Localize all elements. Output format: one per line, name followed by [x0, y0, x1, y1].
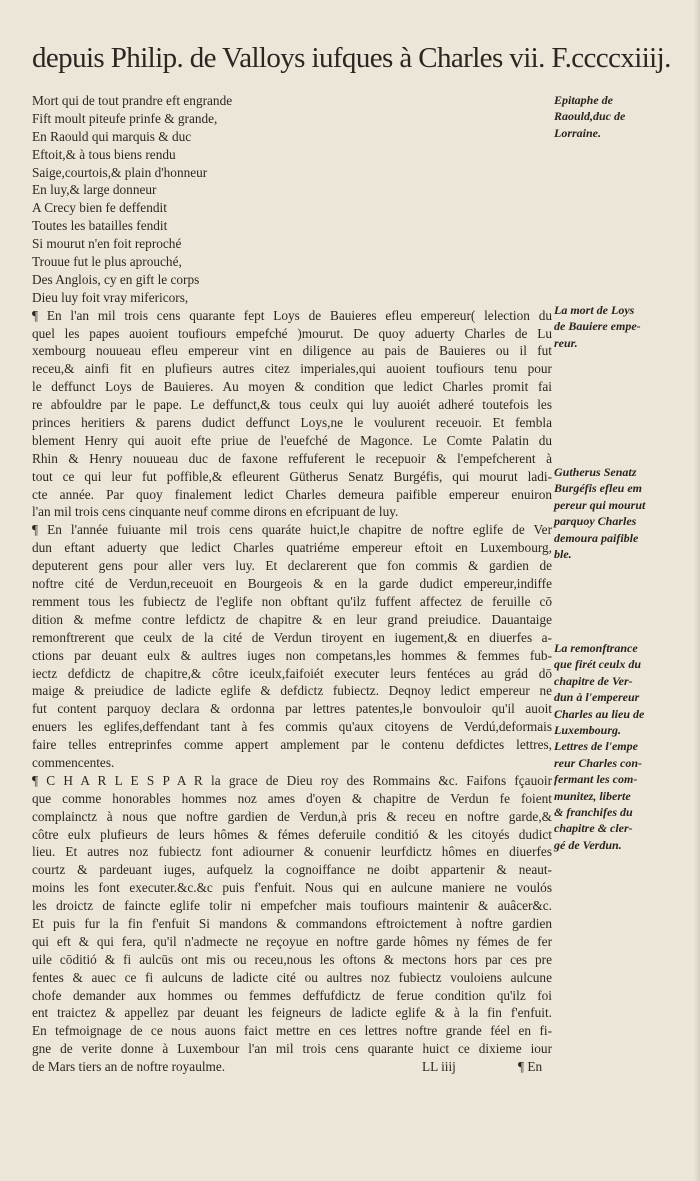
- text-line: gne de verite donne à Luxembour l'an mil trois cens quarante huict ce dixieme iour: [32, 1041, 552, 1057]
- text-line: les droictz de faincte eglife tolir ni empefcher mais toufiours maintenir & auâcer&c.: [32, 898, 552, 914]
- final-line: [32, 1058, 552, 1076]
- catchword: ¶ En: [518, 1059, 543, 1075]
- text-line: Toutes les batailles fendit: [32, 218, 168, 234]
- margin-note-line: demoura paifible: [554, 530, 639, 545]
- text-line: faire telles entreprinfes comme appert amplement par le contenu defdictes lettres,: [32, 737, 552, 753]
- text-line: ¶ En l'an mil trois cens quarante fept Loys de Bauieres efleu empereur( lelection du: [32, 307, 552, 323]
- margin-note-line: Raould,duc de: [554, 109, 626, 124]
- margin-note-line: chapitre & cler-: [554, 821, 633, 836]
- margin-note-line: La remonftrance: [554, 641, 638, 655]
- text-line: que comme honorables hommes noz ames d'oyen & chapitre de Verdun fe foient: [32, 790, 552, 806]
- margin-note-line: La mort de Loys: [554, 303, 635, 317]
- text-line: courtz & pardeuant iuges, aufquelz la cognoiffance ne doibt appartenir & neaut-: [32, 862, 552, 878]
- text-line: quel les papes auoient toufiours empefché )mourut. De quoy aduerty Charles de Lu: [32, 325, 552, 341]
- text-line: noftre cité de Verdun,receuoit en Bourgeois & en la garde dudict empereur,indiffe: [32, 576, 552, 592]
- text-line: A Crecy bien fe deffendit: [32, 200, 167, 216]
- text-line: maige & preiudice de ladicte eglife & defdictz fubiectz. Deqnoy ledict empereur ne: [32, 683, 552, 699]
- margin-note-line: Epitaphe de: [554, 93, 613, 107]
- text-line: l'an mil trois cens cinquante neuf comme dirons en efcripuant de luy.: [32, 504, 399, 520]
- margin-note-line: Burgéfis efleu em: [554, 481, 642, 496]
- text-line: Eftoit,& à tous biens rendu: [32, 146, 176, 162]
- margin-note-line: Lettres de l'empe: [554, 739, 638, 754]
- text-line: En luy,& large donneur: [32, 182, 157, 198]
- text-line: princes heritiers & parens dudict deffunct Loys,ne le voulurent receuoir. Et fembla: [32, 415, 552, 431]
- text-line: dition & mefme contre lefdictz de chapitre & en leur grand preiudice. Dauantaige: [32, 611, 552, 627]
- text-line: En Raould qui marquis & duc: [32, 128, 192, 144]
- margin-note-line: reur.: [554, 335, 578, 350]
- text-line: Si mourut n'en foit reproché: [32, 236, 182, 252]
- margin-note-line: parquoy Charles: [554, 514, 637, 529]
- text-line: fut content parquoy declara & ordonna par lettres patentes,le bonvouloir qu'il auoit: [32, 701, 552, 717]
- text-line: ent traictez & appellez par deuant les feigneurs de ladicte eglife & à la fin f'enfuit.: [32, 1005, 552, 1021]
- margin-note-gutherus: [554, 464, 692, 562]
- text-line: complainctz à nous que noftre gardien de Verdun,à pris & receu en noftre garde,&: [32, 808, 552, 824]
- margin-note-line: de Bauiere empe-: [554, 319, 641, 334]
- closing-text: de Mars tiers an de noftre royaulme.: [32, 1059, 226, 1075]
- signature-mark: LL iiij: [422, 1059, 456, 1075]
- margin-note-epitaph: [554, 92, 692, 141]
- text-line: côtre eulx plufieurs de leurs hômes & fémes deferuile conditió & les citoyés dudict: [32, 826, 552, 842]
- margin-note-line: que firét ceulx du: [554, 657, 641, 672]
- text-line: ¶ C H A R L E S P A R la grace de Dieu roy des Rommains &c. Faifons fçauoir: [32, 772, 552, 788]
- text-line: chofe demander aux hommes ou femmes deffufdictz de ferue condition qu'ilz foi: [32, 987, 552, 1003]
- text-line: Trouue fut le plus aprouché,: [32, 254, 182, 270]
- text-line: enuers les eglifes,deffendant tant à fes commis qu'aux citoyens de Verdú,deformais: [32, 719, 552, 735]
- text-line: Mort qui de tout prandre eft engrande: [32, 93, 233, 108]
- margin-note-line: chapitre de Ver-: [554, 673, 633, 688]
- margin-note-death-of-loys: [554, 302, 692, 351]
- text-line: Dieu luy foit vray mifericors,: [32, 289, 189, 305]
- text-line: dun eftant aduerty que ledict Charles quatriéme empereur eftoit en Luxembourg,: [32, 540, 552, 556]
- text-line: Saige,courtois,& plain d'honneur: [32, 164, 208, 180]
- text-line: ctions par deuant eulx & aultres iuges non competans,les hommes & femmes fub-: [32, 647, 552, 663]
- text-line: ¶ En l'année fuiuante mil trois cens quaráte huict,le chapitre de noftre eglife de Ver: [32, 522, 552, 538]
- text-line: Des Anglois, cy en gift le corps: [32, 271, 200, 287]
- margin-note-line: pereur qui mourut: [554, 497, 646, 512]
- text-line: xembourg nouueau efleu empereur vint en diligence au pais de Bauieres ou il fut: [32, 343, 552, 359]
- margin-note-line: fermant les com-: [554, 772, 638, 787]
- text-line: En tefmoignage de ce nous auons faict mettre en ces lettres noftre grande féel en fi-: [32, 1023, 552, 1039]
- margin-note-line: dun à l'empereur: [554, 690, 640, 705]
- margin-note-line: Gutherus Senatz: [554, 465, 637, 479]
- margin-note-line: gé de Verdun.: [554, 837, 622, 852]
- text-line: Rhin & Henry nouueau duc de faxone reffuferent le recepuoir & l'empefcherent à: [32, 450, 552, 466]
- running-title: depuis Philip. de Valloys iufques à Charles vii. F.ccccxiiij.: [32, 42, 671, 74]
- text-line: moins les font executer.&c.&c puis f'enfuit. Nous qui en aulcune maniere ne voulós: [32, 880, 552, 896]
- body-text: [32, 92, 552, 1076]
- text-line: Et puis fur la fin f'enfuit Si mandons & commandons eftroictement à noftre gardien: [32, 915, 552, 931]
- text-line: commencentes.: [32, 754, 115, 770]
- margin-note-remonstrance: [554, 640, 692, 853]
- text-line: lieu. Et autres noz fubiectz font adiourner & conuenir leurfdictz hômes en diuerfes: [32, 844, 552, 860]
- margin-note-line: Lorraine.: [554, 125, 602, 140]
- text-line: qui eft & qui fera, qu'il n'admecte ne reçoyue en noftre garde hômes ny fémes de fer: [32, 933, 552, 949]
- text-line: remonftrerent que ceulx de la cité de Verdun tiroyent en iugement,& en diuerfes a-: [32, 629, 552, 645]
- text-line: deputerent gens pour aller vers luy. Et declarerent que fon commis & gardien de: [32, 558, 552, 574]
- text-line: blement Henry qui auoit efte priue de l'euefché de Magonce. Le Comte Palatin du: [32, 432, 552, 448]
- text-line: fentes & auec ce fi aulcuns de ladicte cité ou aultres noz fubiectz vouloiens aulcune: [32, 969, 552, 985]
- margin-note-line: Charles au lieu de: [554, 706, 645, 721]
- page-edge-shadow: [694, 0, 700, 1181]
- margin-note-line: ble.: [554, 547, 572, 562]
- margin-note-line: Luxembourg.: [554, 723, 622, 738]
- text-line: tout ce qui leur fut poffible,& efleurent Gütherus Senatz Burgéfis, qui mourut ladi-: [32, 468, 552, 484]
- text-line: receu,& ainfi fit en plufieurs autres citez imperiales,qui auoient toufiours tenu pour: [32, 361, 552, 377]
- margin-note-line: reur Charles con-: [554, 755, 643, 770]
- margin-note-line: munitez, liberte: [554, 788, 631, 803]
- text-line: remment tous les fubiectz de l'eglife non obftant qu'ilz fuffent affectez de feruille cō: [32, 593, 552, 609]
- text-line: uile cōditió & fi aulcūs ont mis ou receu,nous les oftons & mectons hors par ces pre: [32, 951, 552, 967]
- text-line: iectz defdictz de chapitre,& côtre iceulx,faifoiét executer leurs fentéces au grád dō: [32, 665, 552, 681]
- text-line: cte année. Par quoy finalement ledict Charles demeura paifible empereur enuiron: [32, 486, 552, 502]
- margin-note-line: & franchifes du: [554, 805, 633, 820]
- text-line: re abfouldre par le pape. Le deffunct,& tous ceulx qui luy auoiét adheré toutefois les: [32, 397, 552, 413]
- text-line: Fift moult piteufe prinfe & grande,: [32, 110, 218, 126]
- text-line: le deffunct Loys de Bauieres. Au moyen & condition que ledict Charles promit fai: [32, 379, 552, 395]
